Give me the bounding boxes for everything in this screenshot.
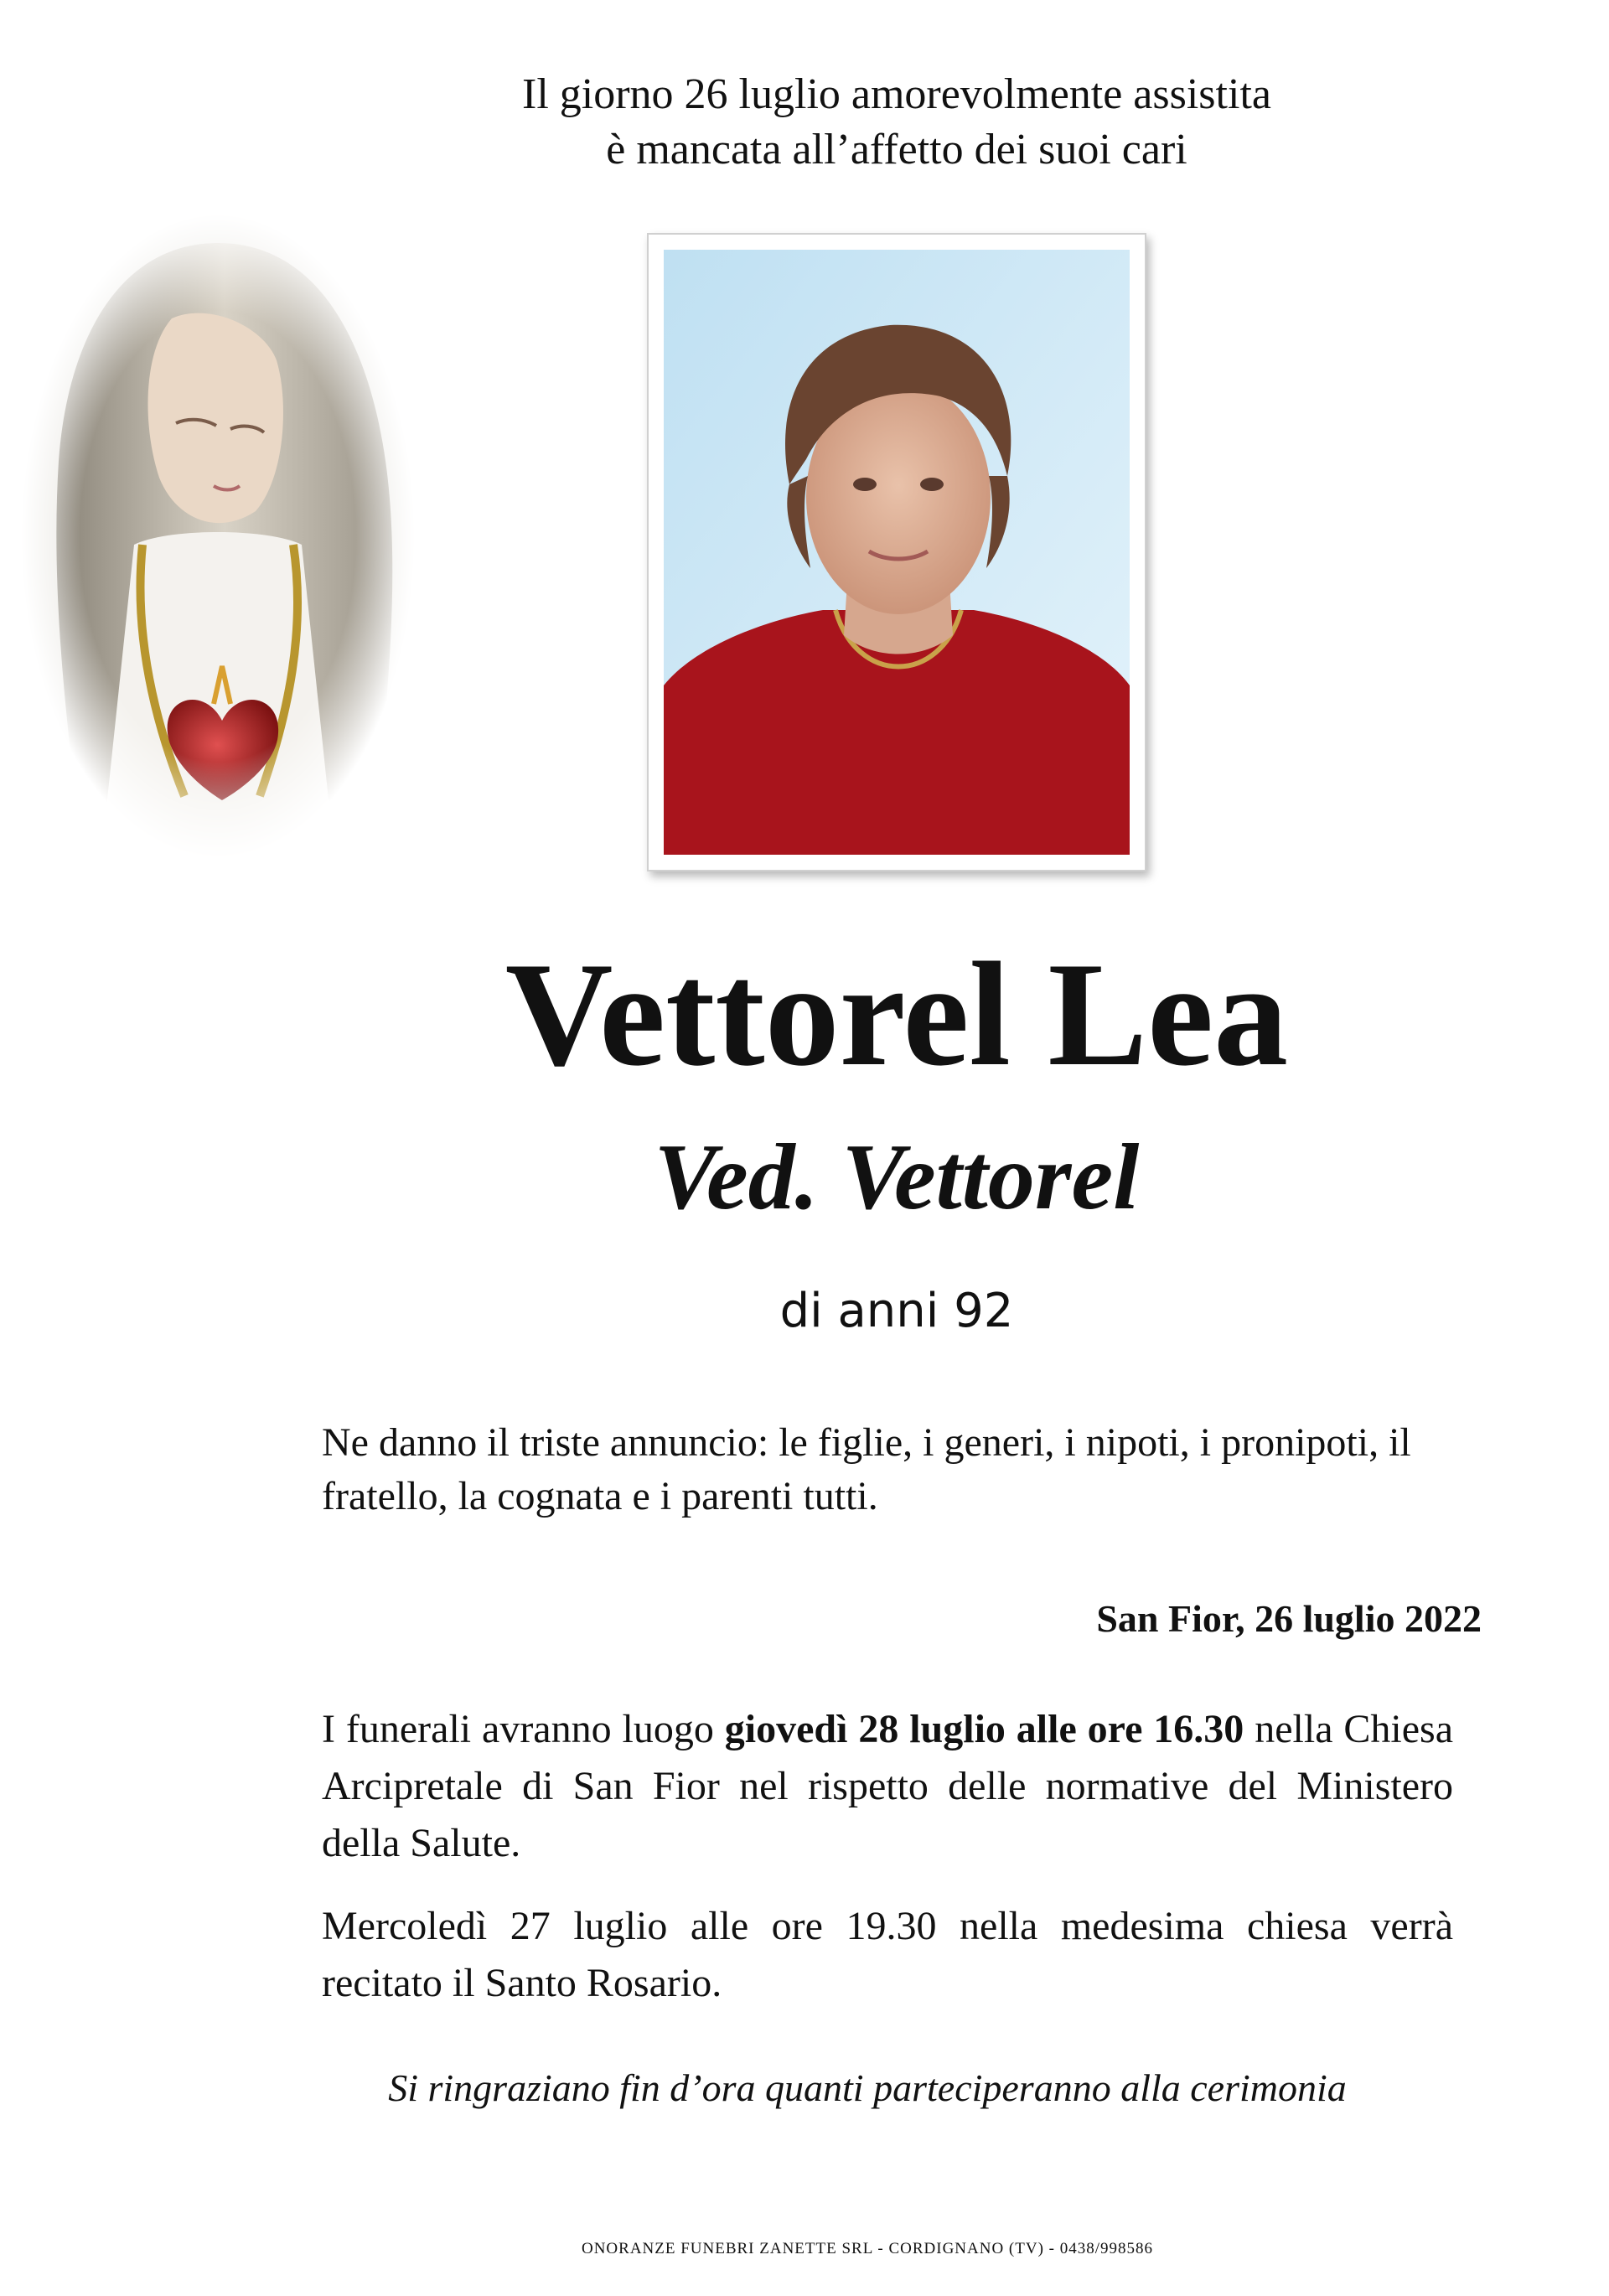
- deceased-name: Vettorel Lea: [504, 931, 1289, 1097]
- intro-line-1: Il giorno 26 luglio amorevolmente assistita: [522, 70, 1271, 118]
- funeral-when: giovedì 28 luglio alle ore 16.30: [724, 1707, 1244, 1751]
- portrait-photo: [664, 250, 1130, 855]
- announcement: Ne danno il triste annuncio: le figlie, i generi, i nipoti, i pronipoti, il fratello, la cognata e i parenti tutti.: [322, 1420, 1411, 1518]
- rosary-info: Mercoledì 27 luglio alle ore 19.30 nella medesima chiesa verrà recitato il Santo Rosario.: [322, 1904, 1453, 2005]
- funeral-where: nella Chiesa Arcipretale di San Fior nel rispetto delle normative del Ministero della Salute.: [322, 1707, 1454, 1865]
- intro-text: [0, 67, 1609, 178]
- footer-agency: ONORANZE FUNEBRI ZANETTE SRL - CORDIGNANO (TV) - 0438/998586: [581, 2240, 1154, 2257]
- madonna-image: [17, 209, 419, 863]
- intro-line-2: è mancata all’affetto dei suoi cari: [606, 126, 1187, 173]
- age-text: di anni 92: [779, 1284, 1014, 1338]
- widow-of: Ved. Vettorel: [654, 1125, 1140, 1229]
- portrait-frame: [647, 233, 1146, 871]
- place-date: San Fior, 26 luglio 2022: [1096, 1597, 1482, 1640]
- funeral-intro: I funerali avranno luogo: [322, 1707, 714, 1751]
- thanks-line: Si ringraziano fin d’ora quanti parteciperanno alla cerimonia: [388, 2066, 1347, 2109]
- funeral-info: [322, 1701, 1453, 1872]
